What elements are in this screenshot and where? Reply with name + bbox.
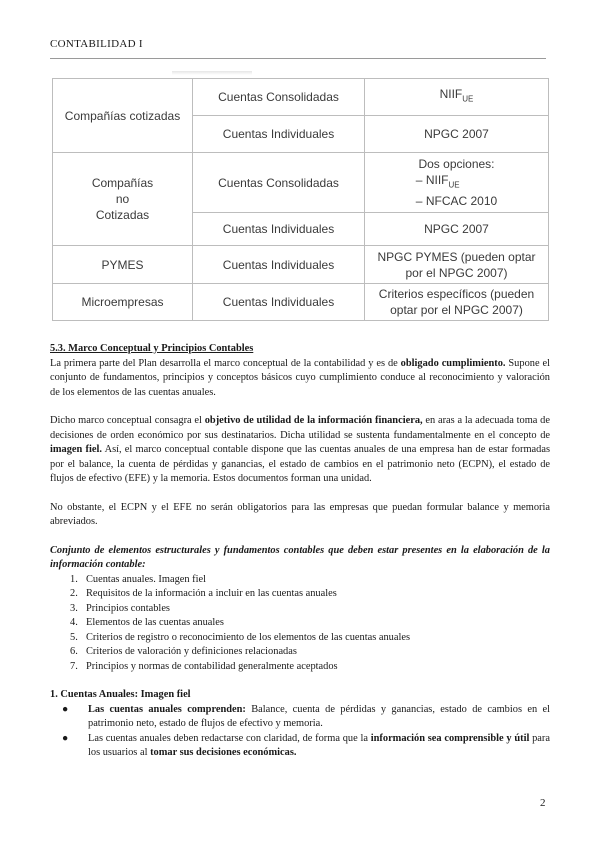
text-run: para los usuarios al bbox=[88, 732, 550, 758]
running-header: CONTABILIDAD I bbox=[50, 38, 143, 50]
accounts-label: Cuentas Consolidadas bbox=[218, 175, 339, 190]
accounts-label: Cuentas Individuales bbox=[222, 295, 335, 309]
framework-label-line: NPGC PYMES (pueden optar bbox=[377, 249, 536, 264]
header-rule bbox=[50, 58, 546, 59]
list-number: 3. bbox=[70, 602, 78, 614]
section-title: 5.3. Marco Conceptual y Principios Contables bbox=[50, 343, 254, 354]
accounts-label: Cuentas Consolidadas bbox=[218, 90, 339, 104]
table-shadow-mark bbox=[172, 71, 252, 75]
accounts-label: Cuentas Individuales bbox=[222, 257, 335, 272]
bold-run: imagen fiel. bbox=[50, 444, 102, 455]
list-number: 5. bbox=[70, 631, 78, 643]
framework-label-line: por el NPGC 2007) bbox=[405, 265, 508, 280]
section-content bbox=[50, 342, 550, 761]
elements-title: Conjunto de elementos estructurales y fundamentos contables que deben estar presentes en la elaboración de la información contable: bbox=[50, 544, 550, 570]
list-number: 7. bbox=[70, 660, 78, 672]
table-row bbox=[53, 153, 549, 213]
options-list bbox=[416, 172, 497, 209]
table-row bbox=[53, 284, 549, 321]
accounts-cell bbox=[193, 246, 365, 284]
bold-run: información sea comprensible y útil bbox=[370, 732, 530, 744]
text-run: Balance, cuenta de pérdidas y ganancias, estado de cambios en el patrimonio neto, estado de flujos de efectivo y memoria. bbox=[88, 703, 550, 729]
subsection-heading: 1. Cuentas Anuales: Imagen fiel bbox=[50, 689, 191, 700]
text-run: La primera parte del Plan desarrolla el marco conceptual de la contabilidad y es de bbox=[50, 357, 401, 369]
table-row bbox=[53, 246, 549, 284]
framework-cell bbox=[365, 79, 549, 116]
options-title: Dos opciones: bbox=[418, 156, 495, 171]
bold-run: objetivo de utilidad de la información financiera, bbox=[204, 415, 423, 426]
list-text: Cuentas anuales. Imagen fiel bbox=[86, 573, 207, 585]
list-text: Principios y normas de contabilidad generalmente aceptados bbox=[86, 660, 338, 672]
entity-label: Compañías cotizadas bbox=[64, 108, 181, 123]
accounts-label: Cuentas Individuales bbox=[222, 127, 335, 141]
list-text: Principios contables bbox=[86, 602, 170, 614]
accounts-cell bbox=[193, 79, 365, 116]
entity-cell-pymes bbox=[53, 246, 193, 284]
list-item bbox=[50, 732, 550, 761]
framework-cell bbox=[365, 284, 549, 321]
framework-label-line: Criterios específicos (pueden bbox=[378, 287, 535, 301]
accounts-label: Cuentas Individuales bbox=[222, 222, 335, 236]
list-text: Elementos de las cuentas anuales bbox=[86, 617, 224, 628]
option-label: NFCAC 2010 bbox=[425, 194, 498, 209]
dash-marker: – bbox=[415, 172, 423, 187]
entity-cell-cotizadas bbox=[53, 79, 193, 153]
entity-cell-no-cotizadas bbox=[53, 153, 193, 246]
list-item bbox=[70, 645, 550, 660]
framework-subscript: UE bbox=[462, 94, 474, 104]
accounts-cell bbox=[193, 213, 365, 246]
list-number: 6. bbox=[70, 646, 78, 657]
page-number: 2 bbox=[540, 797, 546, 809]
list-item bbox=[70, 660, 550, 675]
list-number: 2. bbox=[70, 588, 78, 599]
framework-cell-options bbox=[365, 153, 549, 213]
framework-label: NIIF bbox=[439, 87, 463, 102]
bullet-icon: ● bbox=[62, 732, 69, 744]
elements-list bbox=[50, 573, 550, 675]
option-label: NIIF bbox=[425, 172, 449, 187]
accounts-cell bbox=[193, 116, 365, 153]
paragraph-marco-conceptual bbox=[50, 357, 550, 401]
accounts-cell bbox=[193, 153, 365, 213]
framework-cell bbox=[365, 246, 549, 284]
option-subscript: UE bbox=[448, 180, 460, 190]
accounts-cell bbox=[193, 284, 365, 321]
option-item bbox=[416, 172, 497, 193]
table-row bbox=[53, 79, 549, 116]
text-run: Así, el marco conceptual contable dispone que las cuentas anuales de una empresa han de estar formadas por el balance, la cuenta de pérdidas y ganancias, el estado de cambios en el patrimonio neto (ECPN), el estado de flujos de efectivo (EFE) y la memoria. Estos documentos forman una unidad. bbox=[50, 444, 550, 484]
paragraph-utilidad bbox=[50, 414, 550, 487]
framework-label: NPGC 2007 bbox=[424, 222, 489, 236]
list-item bbox=[70, 587, 550, 602]
accounting-frameworks-table bbox=[52, 78, 549, 321]
list-text: Requisitos de la información a incluir en las cuentas anuales bbox=[86, 588, 337, 599]
list-number: 4. bbox=[70, 617, 78, 628]
entity-label-line: no bbox=[115, 192, 130, 206]
option-item bbox=[416, 193, 497, 209]
framework-cell bbox=[365, 213, 549, 246]
text-run: en aras a la adecuada toma de decisiones de orden económico por sus destinatarios. Dicha utilidad se sustenta fundamentalmente en el concepto de bbox=[50, 415, 550, 441]
list-text: Criterios de registro o reconocimiento de los elementos de las cuentas anuales bbox=[86, 631, 411, 643]
framework-label: NPGC 2007 bbox=[424, 127, 489, 141]
bold-run: obligado cumplimiento. bbox=[400, 357, 506, 369]
text-run: Dicho marco conceptual consagra el bbox=[50, 415, 205, 426]
entity-label-line: Compañías bbox=[91, 176, 154, 190]
list-number: 1. bbox=[70, 573, 78, 585]
entity-cell-microempresas bbox=[53, 284, 193, 321]
list-item bbox=[70, 602, 550, 617]
bullet-list bbox=[50, 703, 550, 761]
dash-marker: – bbox=[415, 194, 423, 209]
list-item bbox=[50, 703, 550, 732]
paragraph-no-obstante: No obstante, el ECPN y el EFE no serán obligatorios para las empresas que puedan formular balance y memoria abreviados. bbox=[50, 501, 550, 527]
text-run: Supone el conjunto de fundamentos, principios y conceptos básicos cuyo cumplimiento conduce al reconocimiento y valoración de los elementos de las cuentas anuales. bbox=[50, 357, 550, 398]
entity-label: PYMES bbox=[101, 257, 144, 272]
list-item bbox=[70, 631, 550, 646]
bullet-icon: ● bbox=[62, 703, 69, 715]
framework-cell bbox=[365, 116, 549, 153]
entity-label-line: Cotizadas bbox=[95, 208, 150, 222]
framework-label-line: optar por el NPGC 2007) bbox=[390, 303, 523, 317]
entity-label: Microempresas bbox=[81, 295, 164, 309]
bold-run: tomar sus decisiones económicas. bbox=[150, 747, 297, 758]
bold-run: Las cuentas anuales comprenden: bbox=[88, 703, 246, 715]
list-item bbox=[70, 616, 550, 631]
list-text: Criterios de valoración y definiciones relacionadas bbox=[86, 646, 297, 657]
list-item bbox=[70, 573, 550, 588]
text-run: Las cuentas anuales deben redactarse con claridad, de forma que la bbox=[88, 732, 371, 744]
